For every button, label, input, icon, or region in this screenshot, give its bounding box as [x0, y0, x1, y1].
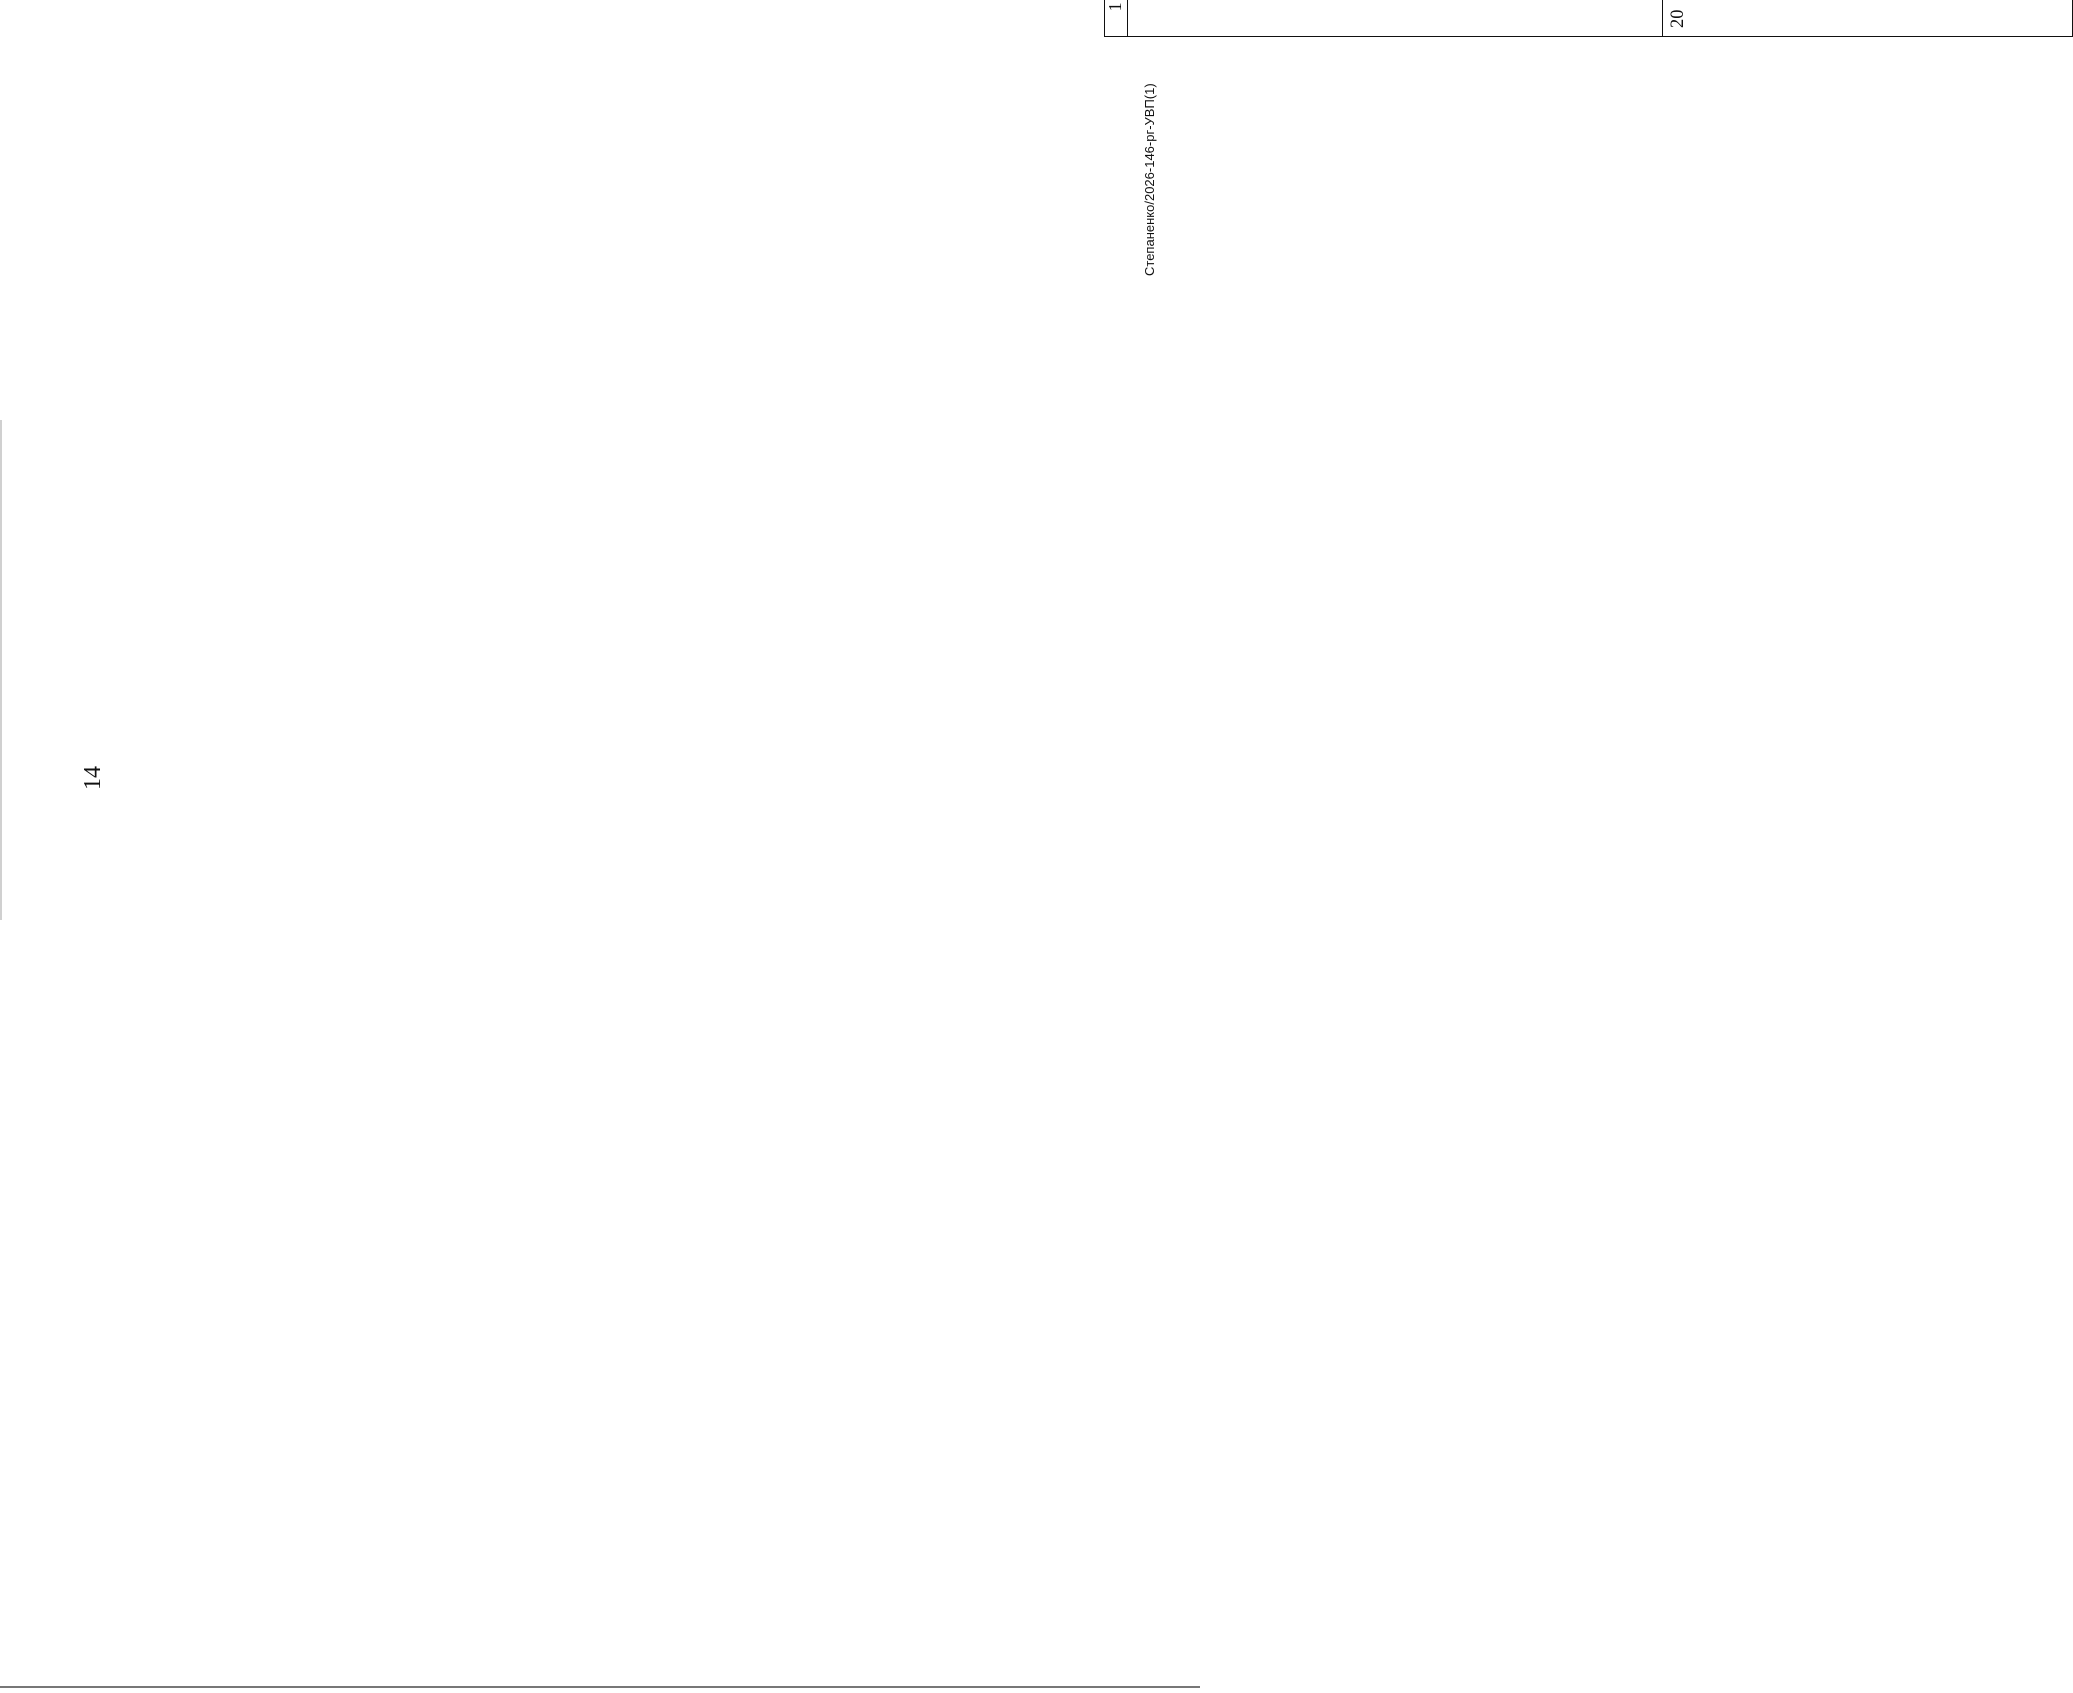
cell-number: 20 — [1663, 0, 2073, 37]
scan-edge-line — [0, 1686, 1200, 1688]
table-row — [1128, 0, 1663, 37]
header-col-1: 1 — [1105, 0, 1128, 37]
page-number: 14 — [80, 766, 106, 790]
table-row — [1663, 0, 2073, 37]
table-header-row — [1105, 0, 1128, 37]
scan-artifact-line — [0, 420, 2, 920]
events-table — [1104, 0, 2073, 37]
rotated-table-container — [1104, 0, 2073, 37]
document-code: Степаненко/2026-146-рг-УВП(1) — [1142, 83, 1157, 276]
cell-number — [1128, 0, 1663, 37]
